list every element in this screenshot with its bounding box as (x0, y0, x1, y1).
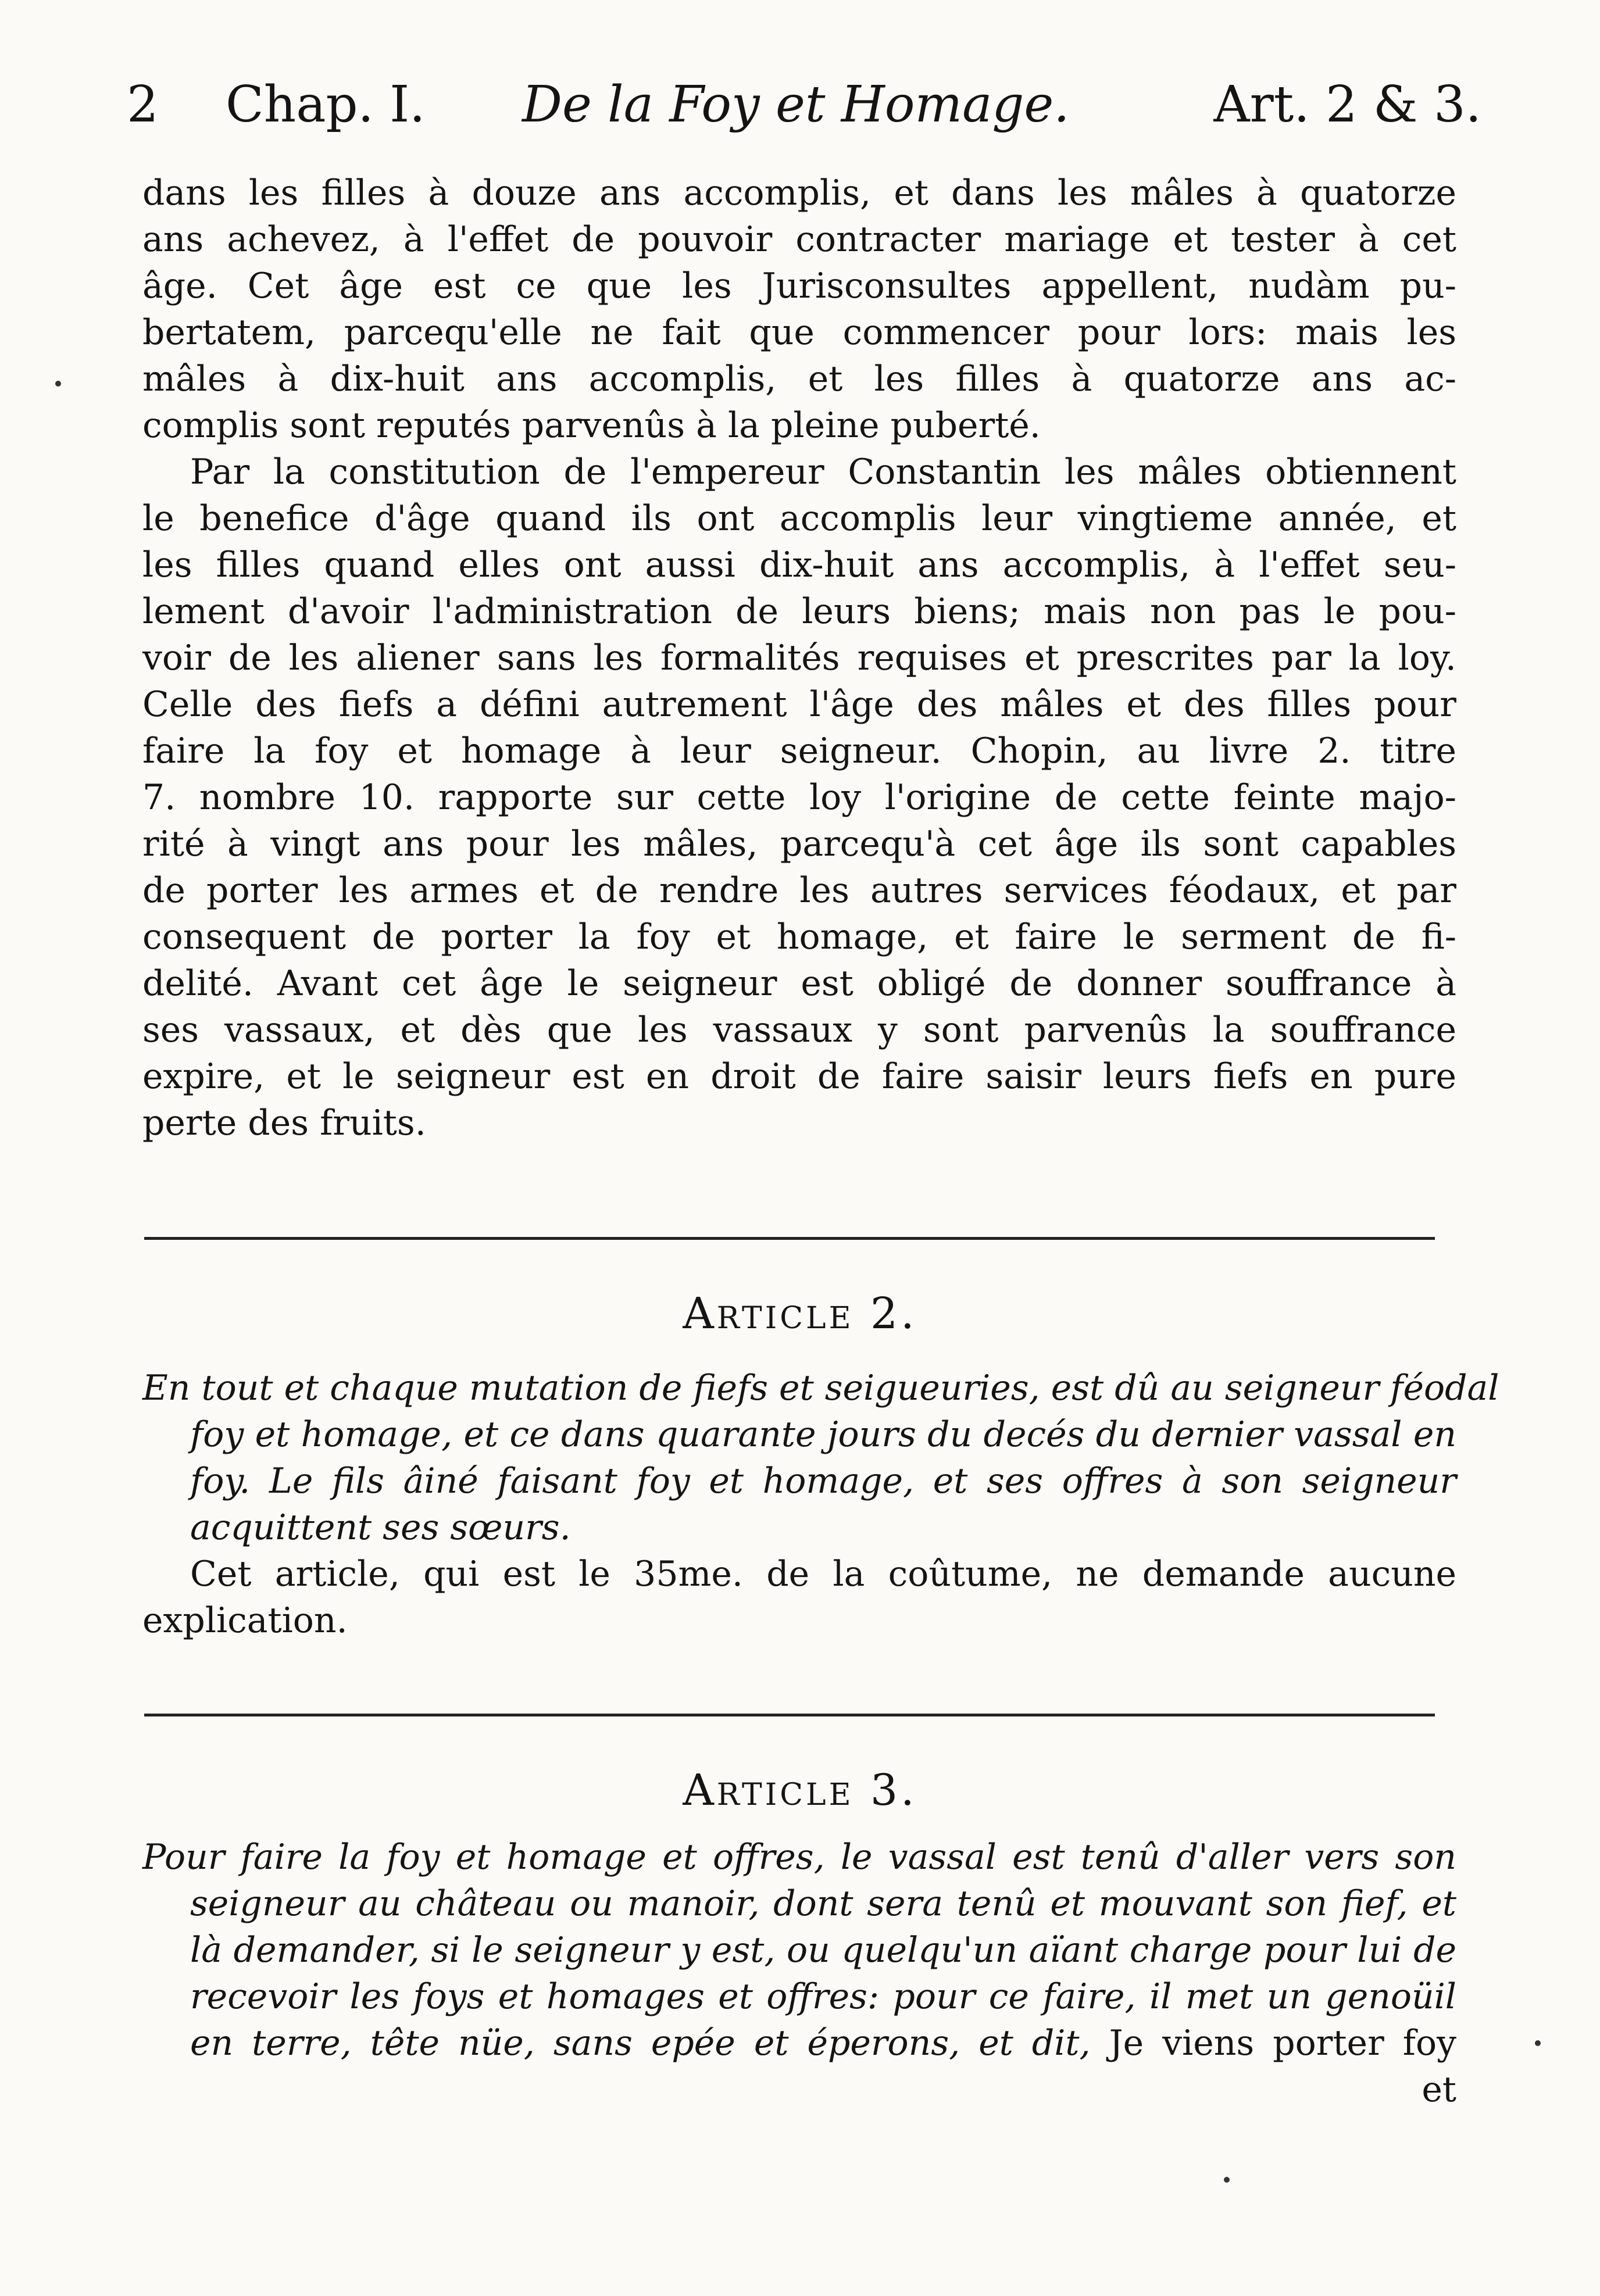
body-line: perte des fruits. (142, 1103, 426, 1143)
body-line: le benefice d'âge quand ils ont accomplis leur vingtieme année, et (142, 498, 1456, 539)
body-line: voir de les aliener sans les formalités requises et prescrites par la loy. (142, 638, 1456, 678)
article-3-line (190, 2020, 1456, 2066)
body-line: les filles quand elles ont aussi dix-huit ans accomplis, à l'effet seu- (142, 545, 1456, 585)
body-line: complis sont reputés parvenûs à la pleine puberté. (142, 405, 1041, 446)
article-2-heading: Article 2. (683, 1289, 917, 1339)
article-2-line: En tout et chaque mutation de fiefs et seigueuries, est dû au seigneur féodal (142, 1368, 1499, 1408)
chapter-title: De la Foy et Homage. (522, 76, 1070, 134)
body-line: bertatem, parcequ'elle ne fait que commencer pour lors: mais les (142, 312, 1456, 353)
article-3-line: Pour faire la foy et homage et offres, le vassal est tenû d'aller vers son (142, 1837, 1456, 1877)
running-head (127, 70, 1481, 140)
article-3-line: recevoir les foys et homages et offres: pour ce faire, il met un genoüil (190, 1976, 1456, 2017)
article-2-line: foy. Le fils âiné faisant foy et homage, et ses offres à son seigneur (190, 1461, 1456, 1501)
ink-speck (55, 381, 61, 387)
section-rule (144, 1714, 1435, 1716)
page-number: 2 (127, 76, 159, 134)
chapter-label: Chap. I. (226, 76, 426, 134)
article-2-line: foy et homage, et ce dans quarante jours du decés du dernier vassal en (190, 1414, 1456, 1455)
body-line: rité à vingt ans pour les mâles, parcequ'à cet âge ils sont capables (142, 824, 1456, 864)
article-3-line: là demander, si le seigneur y est, ou quelqu'un aïant charge pour lui de (190, 1930, 1456, 1970)
body-line: de porter les armes et de rendre les autres services féodaux, et par (142, 870, 1456, 911)
body-line: 7. nombre 10. rapporte sur cette loy l'origine de cette feinte majo- (142, 777, 1456, 818)
article-3-heading: Article 3. (683, 1765, 917, 1815)
body-line: faire la foy et homage à leur seigneur. Chopin, au livre 2. titre (142, 731, 1456, 771)
body-line: expire, et le seigneur est en droit de faire saisir leurs fiefs en pure (142, 1056, 1456, 1097)
body-line: âge. Cet âge est ce que les Jurisconsultes appellent, nudàm pu- (142, 266, 1456, 306)
body-line: ans achevez, à l'effet de pouvoir contracter mariage et tester à cet (142, 219, 1456, 260)
article-2-commentary-line: Cet article, qui est le 35me. de la coûtume, ne demande aucune (190, 1554, 1456, 1594)
section-rule (144, 1237, 1435, 1240)
body-line: lement d'avoir l'administration de leurs biens; mais non pas le pou- (142, 591, 1456, 632)
body-line: ses vassaux, et dès que les vassaux y sont parvenûs la souffrance (142, 1010, 1456, 1050)
ink-speck (1224, 2177, 1230, 2183)
body-line: Celle des fiefs a défini autrement l'âge des mâles et des filles pour (142, 684, 1456, 725)
catchword: et (1422, 2069, 1456, 2110)
ink-speck (1535, 2040, 1541, 2046)
article-3-last-roman: Je viens porter foy (1109, 2023, 1456, 2063)
article-2-line: acquittent ses sœurs. (190, 1507, 571, 1548)
body-line: consequent de porter la foy et homage, et faire le serment de fi- (142, 917, 1456, 957)
body-line: mâles à dix-huit ans accomplis, et les filles à quatorze ans ac- (142, 359, 1456, 399)
body-line: dans les filles à douze ans accomplis, et dans les mâles à quatorze (142, 173, 1456, 213)
body-line: delité. Avant cet âge le seigneur est obligé de donner souffrance à (142, 963, 1456, 1004)
body-line: Par la constitution de l'empereur Constantin les mâles obtiennent (190, 452, 1456, 492)
article-3-last-italic: en terre, tête nüe, sans epée et éperons, et dit, (190, 2023, 1091, 2063)
article-range: Art. 2 & 3. (1213, 76, 1481, 134)
article-3-line: seigneur au château ou manoir, dont sera tenû et mouvant son fief, et (190, 1883, 1456, 1924)
article-2-commentary-line: explication. (142, 1600, 348, 1641)
